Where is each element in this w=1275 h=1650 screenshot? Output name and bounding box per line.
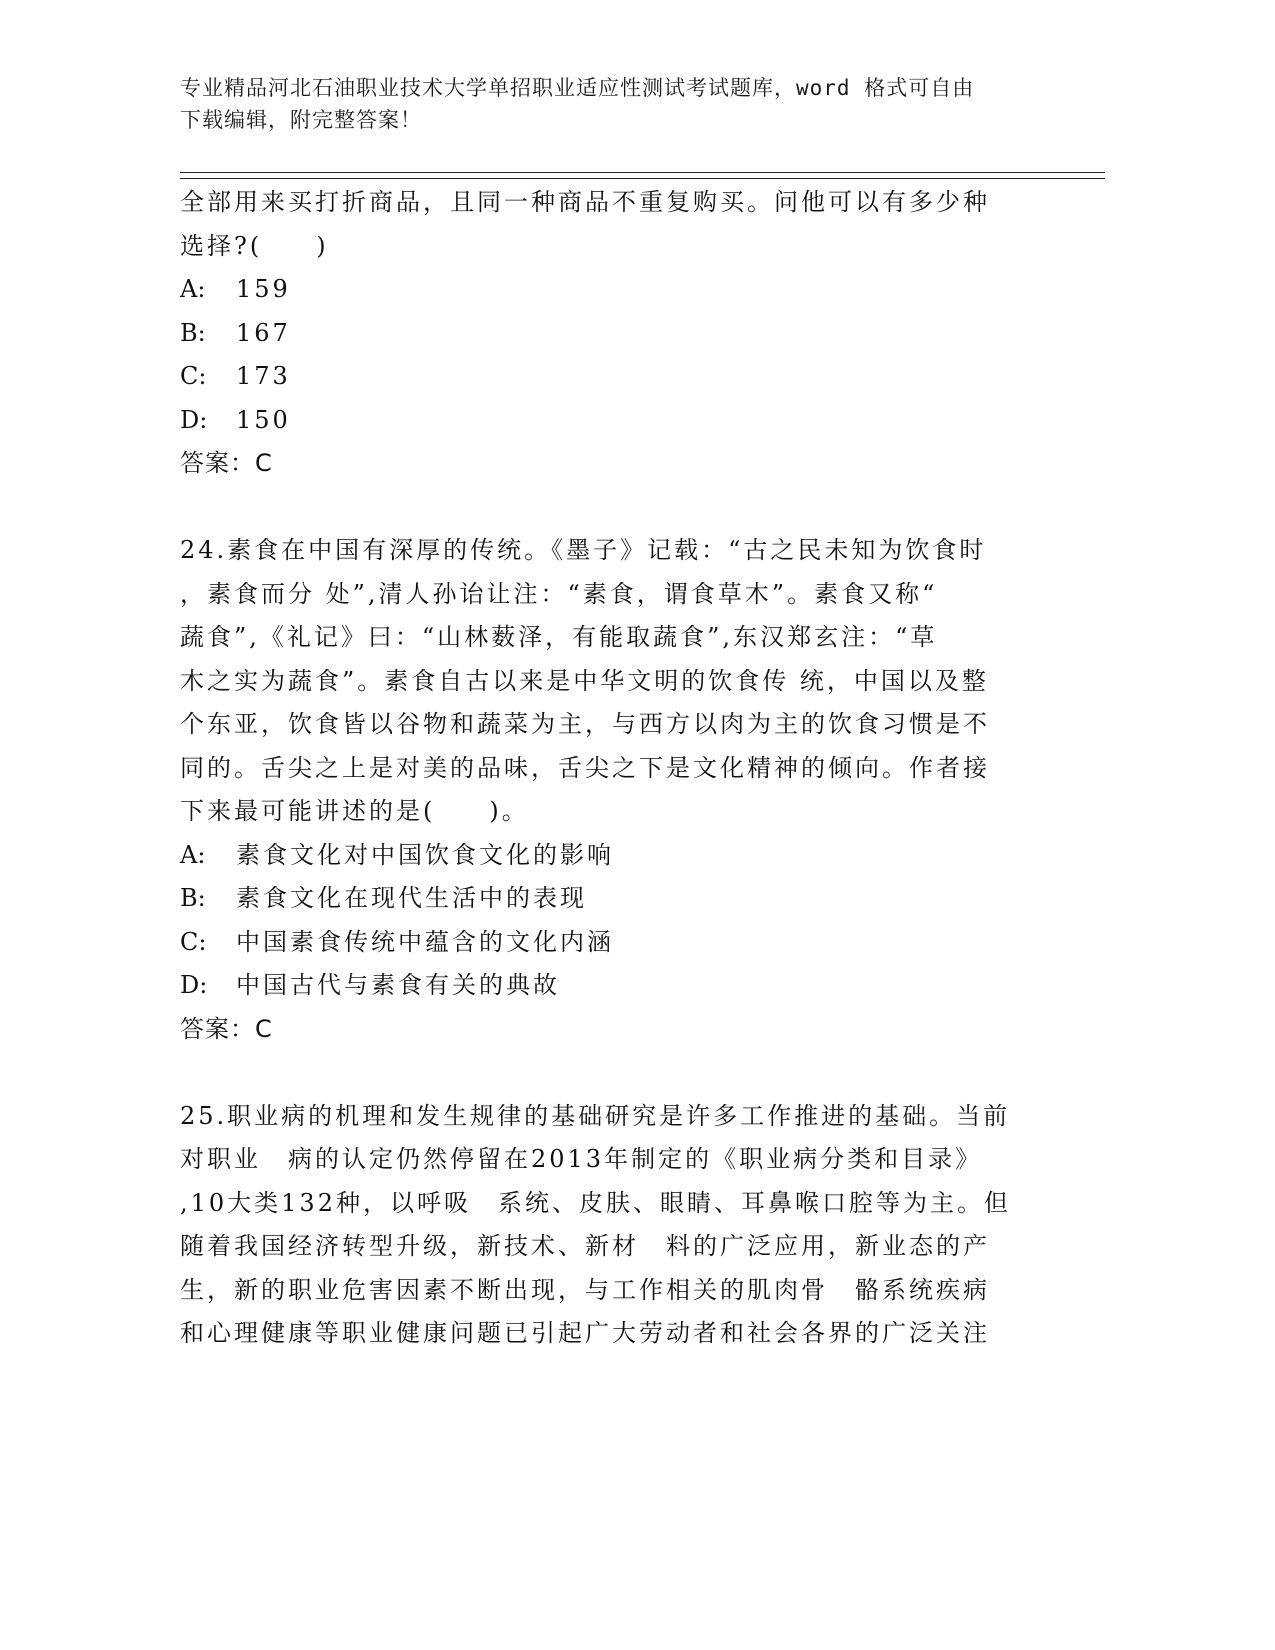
question-stem-line: 25.职业病的机理和发生规律的基础研究是许多工作推进的基础。当前 — [180, 1101, 1011, 1130]
header-line-1: 专业精品河北石油职业技术大学单招职业适应性测试考试题库，word 格式可自由 — [180, 76, 975, 100]
question-stem-line: 生，新的职业危害因素不断出现，与工作相关的肌肉骨 骼系统疾病 — [180, 1275, 990, 1304]
option-a — [180, 268, 1050, 312]
question-stem-line: 随着我国经济转型升级，新技术、新材 料的广泛应用，新业态的产 — [180, 1232, 990, 1260]
question-stem-line: 和心理健康等职业健康问题已引起广大劳动者和社会各界的广泛关注 — [180, 1319, 990, 1347]
option-b — [180, 877, 1050, 921]
question-25 — [180, 1095, 1050, 1356]
option-text: 150 — [236, 405, 291, 434]
spacer — [180, 1051, 1050, 1095]
option-text: 167 — [236, 318, 291, 347]
question-stem-line: ,10大类132种，以呼吸 系统、皮肤、眼睛、耳鼻喉口腔等为主。但 — [180, 1188, 1011, 1217]
question-stem-line: 选择?( ) — [180, 231, 329, 260]
option-c — [180, 921, 1050, 965]
option-text: 中国素食传统中蕴含的文化内涵 — [236, 927, 614, 956]
option-letter: A: — [180, 840, 206, 869]
answer-line: 答案：C — [180, 449, 273, 477]
page-header — [180, 72, 1040, 136]
header-rule-top — [180, 172, 1105, 173]
option-c — [180, 355, 1050, 399]
option-text: 173 — [236, 362, 291, 390]
question-stem-line: 下来最可能讲述的是( )。 — [180, 797, 529, 825]
question-stem-line: 全部用来买打折商品，且同一种商品不重复购买。问他可以有多少种 — [180, 188, 990, 216]
question-stem-line: 木之实为蔬食”。素食自古以来是中华文明的饮食传 统，中国以及整 — [180, 666, 989, 695]
option-letter: B: — [180, 884, 206, 912]
option-letter: D: — [180, 405, 208, 434]
question-stem-line: 个东亚，饮食皆以谷物和蔬菜为主，与西方以肉为主的饮食习惯是不 — [180, 710, 990, 738]
option-text: 素食文化在现代生活中的表现 — [236, 884, 587, 912]
question-stem-line: ，素食而分 处”,清人孙诒让注：“素食，谓食草木”。素食又称“ — [180, 579, 938, 608]
option-text: 中国古代与素食有关的典故 — [236, 971, 560, 999]
option-letter: D: — [180, 971, 208, 999]
header-line-2: 下载编辑，附完整答案！ — [180, 108, 422, 132]
option-b — [180, 312, 1050, 356]
document-body — [180, 181, 1050, 1356]
spacer — [180, 486, 1050, 530]
question-stem-line: 24.素食在中国有深厚的传统。《墨子》记载：“古之民未知为饮食时 — [180, 536, 987, 564]
question-stem-line: 对职业 病的认定仍然停留在2013年制定的《职业病分类和目录》 — [180, 1145, 983, 1173]
option-letter: C: — [180, 362, 207, 390]
option-text: 素食文化对中国饮食文化的影响 — [236, 840, 614, 869]
option-letter: A: — [180, 275, 206, 303]
question-stem-line: 同的。舌尖之上是对美的品味，舌尖之下是文化精神的倾向。作者接 — [180, 753, 990, 782]
answer-line: 答案：C — [180, 1014, 273, 1043]
option-a — [180, 834, 1050, 878]
header-rule-bottom — [180, 178, 1105, 179]
option-letter: B: — [180, 318, 206, 347]
question-24 — [180, 529, 1050, 1051]
option-d — [180, 399, 1050, 443]
option-letter: C: — [180, 927, 207, 956]
option-text: 159 — [236, 275, 291, 303]
question-23 — [180, 181, 1050, 486]
option-d — [180, 964, 1050, 1008]
question-stem-line: 蔬食”,《礼记》曰：“山林薮泽，有能取蔬食”,东汉郑玄注：“草 — [180, 623, 938, 651]
